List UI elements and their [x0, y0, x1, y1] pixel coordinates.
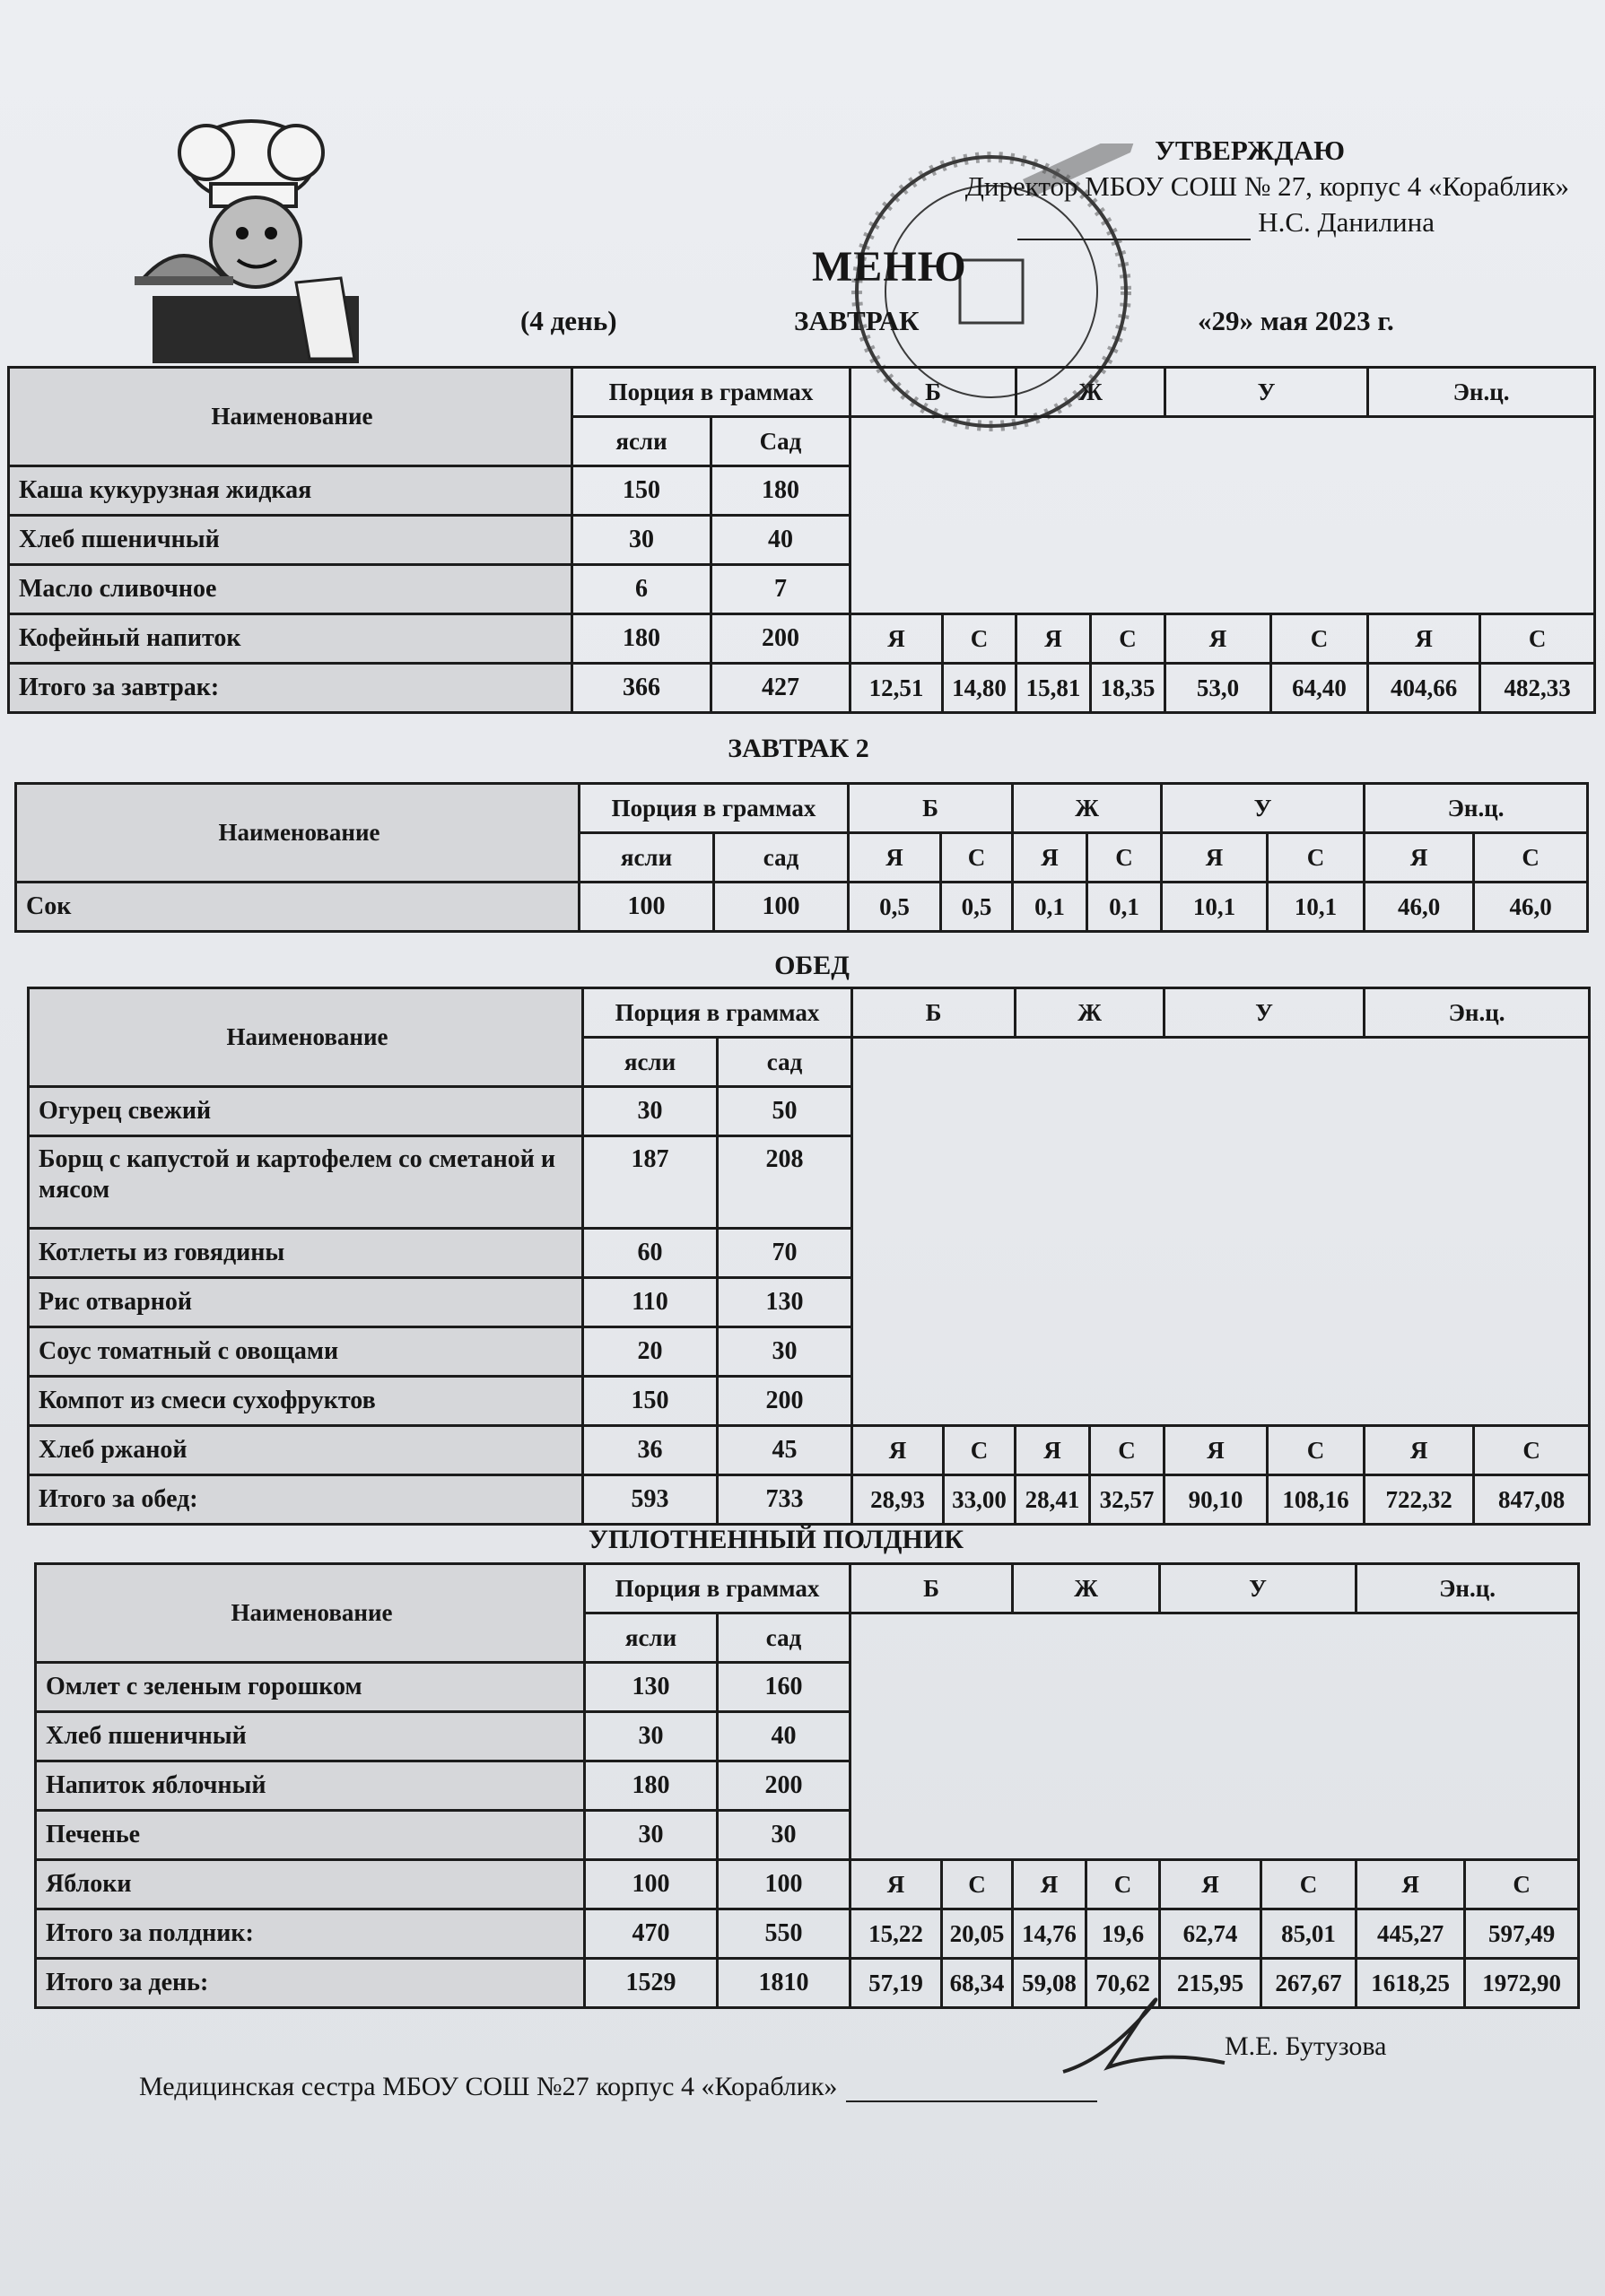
col-zh-header: Ж: [1016, 988, 1164, 1038]
dish-name: Соус томатный с овощами: [29, 1327, 583, 1377]
sub-header-ya: Я: [1164, 1426, 1268, 1475]
dish-name: Котлеты из говядины: [29, 1229, 583, 1278]
dish-name: Огурец свежий: [29, 1087, 583, 1136]
nutrient-value: 62,74: [1160, 1909, 1261, 1959]
snack-heading: УПЛОТНЕННЫЙ ПОЛДНИК: [589, 1525, 964, 1554]
col-name-header: Наименование: [16, 784, 580, 883]
col-en-header: Эн.ц.: [1365, 784, 1588, 833]
nutrient-value: 15,81: [1016, 664, 1091, 713]
sub-header-s: С: [1261, 1860, 1356, 1909]
table-row: [9, 614, 1595, 664]
nutrient-value: 12,51: [850, 664, 943, 713]
nutrient-value: 10,1: [1162, 883, 1268, 932]
nutrient-value: 445,27: [1356, 1909, 1465, 1959]
approve-label: УТВЕРЖДАЮ: [1155, 135, 1345, 166]
dish-name: Омлет с зеленым горошком: [36, 1663, 585, 1712]
sub-header-ya: Я: [1365, 833, 1474, 883]
nutrient-value: 90,10: [1164, 1475, 1268, 1525]
sub-header-ya: Я: [1356, 1860, 1465, 1909]
day-label: (4 день): [520, 305, 617, 336]
col-portion-header: Порция в граммах: [583, 988, 852, 1038]
sub-header-s: С: [1480, 614, 1595, 664]
snack-table: [34, 1562, 1580, 2009]
col-name-header: Наименование: [29, 988, 583, 1087]
garden-portion: 7: [711, 565, 850, 614]
col-en-header: Эн.ц.: [1368, 368, 1595, 417]
sub-header-s: С: [1271, 614, 1368, 664]
col-b-header: Б: [852, 988, 1016, 1038]
total-label: Итого за завтрак:: [9, 664, 572, 713]
nursery-portion: 30: [585, 1811, 718, 1860]
nutrient-value: 108,16: [1268, 1475, 1365, 1525]
nutrient-value: 10,1: [1268, 883, 1365, 932]
sub-header-s: С: [1474, 1426, 1590, 1475]
col-nursery-header: ясли: [583, 1038, 718, 1087]
sub-header-ya: Я: [1016, 614, 1091, 664]
col-b-header: Б: [850, 1564, 1013, 1613]
sub-header-ya: Я: [1162, 833, 1268, 883]
nutrient-value: 28,93: [852, 1475, 944, 1525]
nursery-portion: 110: [583, 1278, 718, 1327]
nutrient-value: 33,00: [944, 1475, 1016, 1525]
nutrient-value: 28,41: [1016, 1475, 1090, 1525]
nutrient-value: 20,05: [942, 1909, 1013, 1959]
nutrient-value: 46,0: [1474, 883, 1588, 932]
garden-portion: 70: [718, 1229, 852, 1278]
garden-portion: 30: [718, 1811, 850, 1860]
sub-header-ya: Я: [1365, 1426, 1474, 1475]
nutrient-value: 215,95: [1160, 1959, 1261, 2008]
nursery-portion: 20: [583, 1327, 718, 1377]
nutrient-value: 0,5: [849, 883, 941, 932]
page-title: МЕНЮ: [812, 243, 967, 291]
sub-header-s: С: [943, 614, 1016, 664]
total-nursery: 366: [572, 664, 711, 713]
col-zh-header: Ж: [1013, 784, 1162, 833]
nursery-portion: 36: [583, 1426, 718, 1475]
blank-area: [850, 417, 1595, 614]
nutrient-value: 46,0: [1365, 883, 1474, 932]
footer: [139, 2072, 1106, 2102]
garden-portion: 180: [711, 466, 850, 516]
nursery-portion: 130: [585, 1663, 718, 1712]
sub-header-s: С: [942, 1860, 1013, 1909]
nutrient-value: 64,40: [1271, 664, 1368, 713]
nutrient-value: 597,49: [1465, 1909, 1579, 1959]
nutrient-value: 59,08: [1013, 1959, 1086, 2008]
dish-name: Хлеб ржаной: [29, 1426, 583, 1475]
col-portion-header: Порция в граммах: [580, 784, 849, 833]
nursery-portion: 180: [585, 1761, 718, 1811]
col-zh-header: Ж: [1016, 368, 1165, 417]
chef-illustration: [117, 99, 386, 368]
col-nursery-header: ясли: [572, 417, 711, 466]
col-name-header: Наименование: [9, 368, 572, 466]
sub-header-s: С: [1268, 1426, 1365, 1475]
dish-name: Хлеб пшеничный: [36, 1712, 585, 1761]
sub-header-s: С: [944, 1426, 1016, 1475]
director-name: Н.С. Данилина: [1258, 206, 1435, 238]
blank-area: [852, 1038, 1590, 1426]
day-total-nursery: 1529: [585, 1959, 718, 2008]
nutrient-value: 53,0: [1165, 664, 1271, 713]
nutrient-value: 404,66: [1368, 664, 1480, 713]
nursery-portion: 100: [585, 1860, 718, 1909]
col-garden-header: сад: [718, 1613, 850, 1663]
dish-name: Хлеб пшеничный: [9, 516, 572, 565]
nursery-portion: 187: [583, 1136, 718, 1229]
sub-header-s: С: [1268, 833, 1365, 883]
sub-header-s: С: [1090, 1426, 1164, 1475]
nurse-label: Медицинская сестра МБОУ СОШ №27 корпус 4 «Кораблик»: [139, 2072, 838, 2101]
blank-area: [850, 1613, 1579, 1860]
dish-name: Масло сливочное: [9, 565, 572, 614]
col-en-header: Эн.ц.: [1365, 988, 1590, 1038]
nursery-portion: 150: [583, 1377, 718, 1426]
col-garden-header: сад: [718, 1038, 852, 1087]
garden-portion: 30: [718, 1327, 852, 1377]
menu-date: «29» мая 2023 г.: [1198, 305, 1394, 336]
nutrient-value: 70,62: [1086, 1959, 1160, 2008]
dish-name: Компот из смеси сухофруктов: [29, 1377, 583, 1426]
nutrient-value: 847,08: [1474, 1475, 1590, 1525]
sub-header-ya: Я: [852, 1426, 944, 1475]
nurse-signature-line: [846, 2079, 1097, 2102]
total-row: [9, 664, 1595, 713]
sub-header-ya: Я: [1165, 614, 1271, 664]
breakfast-heading: ЗАВТРАК: [794, 305, 920, 336]
nutrient-value: 14,76: [1013, 1909, 1086, 1959]
nutrient-value: 722,32: [1365, 1475, 1474, 1525]
total-row: [29, 1475, 1590, 1525]
nutrient-value: 85,01: [1261, 1909, 1356, 1959]
nutrient-value: 57,19: [850, 1959, 942, 2008]
garden-portion: 200: [718, 1761, 850, 1811]
sub-header-ya: Я: [1160, 1860, 1261, 1909]
director-signature-line: [1017, 213, 1251, 240]
table-row: [29, 1426, 1590, 1475]
total-garden: 427: [711, 664, 850, 713]
sub-header-ya: Я: [850, 1860, 942, 1909]
garden-portion: 200: [718, 1377, 852, 1426]
total-garden: 733: [718, 1475, 852, 1525]
sub-header-ya: Я: [1016, 1426, 1090, 1475]
sub-header-s: С: [1086, 1860, 1160, 1909]
dish-name: Напиток яблочный: [36, 1761, 585, 1811]
dish-name: Печенье: [36, 1811, 585, 1860]
sub-header-ya: Я: [1013, 1860, 1086, 1909]
garden-portion: 200: [711, 614, 850, 664]
col-nursery-header: ясли: [580, 833, 714, 883]
nutrient-value: 18,35: [1091, 664, 1165, 713]
total-label: Итого за полдник:: [36, 1909, 585, 1959]
dish-name: Кофейный напиток: [9, 614, 572, 664]
col-u-header: У: [1164, 988, 1365, 1038]
table-row: [36, 1860, 1579, 1909]
nutrient-value: 14,80: [943, 664, 1016, 713]
total-label: Итого за обед:: [29, 1475, 583, 1525]
director-title: Директор МБОУ СОШ № 27, корпус 4 «Кораблик»: [964, 170, 1569, 202]
garden-portion: 160: [718, 1663, 850, 1712]
garden-portion: 40: [711, 516, 850, 565]
garden-portion: 50: [718, 1087, 852, 1136]
garden-portion: 40: [718, 1712, 850, 1761]
sub-header-s: С: [1474, 833, 1588, 883]
col-nursery-header: ясли: [585, 1613, 718, 1663]
garden-portion: 100: [718, 1860, 850, 1909]
col-zh-header: Ж: [1013, 1564, 1160, 1613]
col-garden-header: сад: [714, 833, 849, 883]
dish-name: Каша кукурузная жидкая: [9, 466, 572, 516]
col-b-header: Б: [850, 368, 1016, 417]
total-garden: 550: [718, 1909, 850, 1959]
garden-portion: 130: [718, 1278, 852, 1327]
col-u-header: У: [1165, 368, 1368, 417]
col-b-header: Б: [849, 784, 1013, 833]
nutrient-value: 32,57: [1090, 1475, 1164, 1525]
nutrient-value: 482,33: [1480, 664, 1595, 713]
col-portion-header: Порция в граммах: [572, 368, 850, 417]
nursery-portion: 150: [572, 466, 711, 516]
nutrient-value: 19,6: [1086, 1909, 1160, 1959]
lunch-table: [27, 987, 1591, 1526]
breakfast2-table: [14, 782, 1589, 933]
nurse-name: М.Е. Бутузова: [1225, 2031, 1387, 2061]
lunch-heading: ОБЕД: [774, 951, 850, 980]
col-en-header: Эн.ц.: [1356, 1564, 1579, 1613]
dish-name: Борщ с капустой и картофелем со сметаной и мясом: [29, 1136, 583, 1229]
sub-header-s: С: [941, 833, 1013, 883]
col-u-header: У: [1162, 784, 1365, 833]
col-garden-header: Сад: [711, 417, 850, 466]
sub-header-s: С: [1091, 614, 1165, 664]
nutrient-value: 267,67: [1261, 1959, 1356, 2008]
nursery-portion: 180: [572, 614, 711, 664]
breakfast-table: [7, 366, 1596, 714]
nursery-portion: 60: [583, 1229, 718, 1278]
nutrient-value: 1972,90: [1465, 1959, 1579, 2008]
nutrient-value: 15,22: [850, 1909, 942, 1959]
total-nursery: 470: [585, 1909, 718, 1959]
garden-portion: 45: [718, 1426, 852, 1475]
dish-name: Яблоки: [36, 1860, 585, 1909]
day-total-garden: 1810: [718, 1959, 850, 2008]
nutrient-value: 68,34: [942, 1959, 1013, 2008]
total-row: [36, 1909, 1579, 1959]
day-total-row: [36, 1959, 1579, 2008]
nutrient-value: 0,1: [1013, 883, 1087, 932]
sub-header-ya: Я: [1013, 833, 1087, 883]
col-name-header: Наименование: [36, 1564, 585, 1663]
sub-header-ya: Я: [849, 833, 941, 883]
day-total-label: Итого за день:: [36, 1959, 585, 2008]
sub-header-ya: Я: [850, 614, 943, 664]
sub-header-ya: Я: [1368, 614, 1480, 664]
nursery-portion: 30: [572, 516, 711, 565]
nursery-portion: 100: [580, 883, 714, 932]
nurse-signature: [1054, 1987, 1234, 2085]
col-u-header: У: [1160, 1564, 1356, 1613]
sub-header-s: С: [1087, 833, 1162, 883]
nursery-portion: 30: [583, 1087, 718, 1136]
dish-name: Сок: [16, 883, 580, 932]
approval-block: [762, 133, 1569, 240]
nursery-portion: 6: [572, 565, 711, 614]
breakfast2-heading: ЗАВТРАК 2: [728, 734, 869, 763]
sub-header-s: С: [1465, 1860, 1579, 1909]
garden-portion: 208: [718, 1136, 852, 1229]
nutrient-value: 0,1: [1087, 883, 1162, 932]
col-portion-header: Порция в граммах: [585, 1564, 850, 1613]
nursery-portion: 30: [585, 1712, 718, 1761]
nutrient-value: 1618,25: [1356, 1959, 1465, 2008]
nutrient-value: 0,5: [941, 883, 1013, 932]
table-row: [16, 883, 1588, 932]
dish-name: Рис отварной: [29, 1278, 583, 1327]
total-nursery: 593: [583, 1475, 718, 1525]
garden-portion: 100: [714, 883, 849, 932]
